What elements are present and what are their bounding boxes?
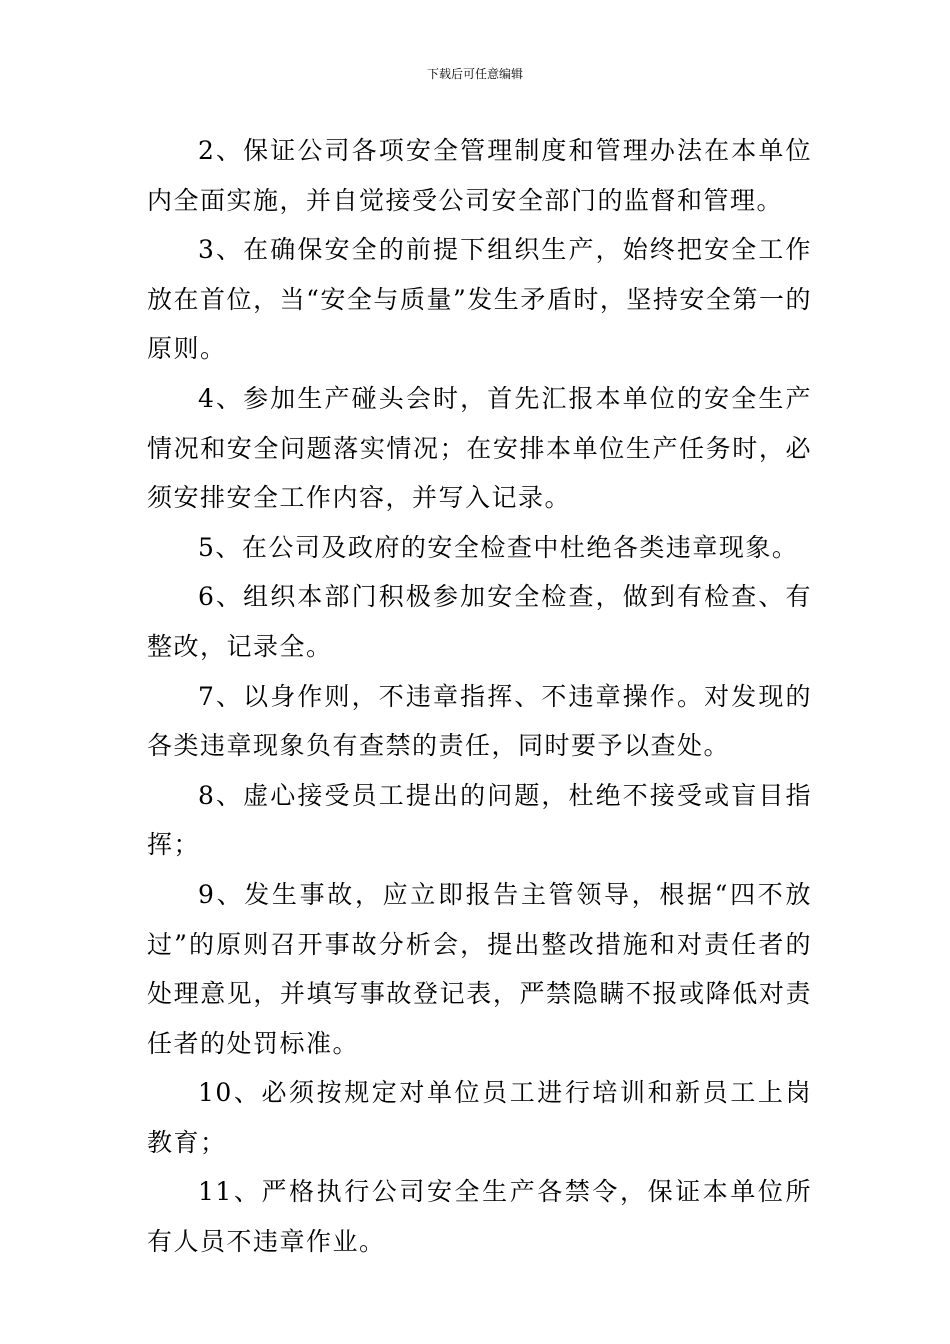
paragraph-item-6: 6、组织本部门积极参加安全检查，做到有检查、有整改，记录全。 bbox=[147, 582, 812, 661]
paragraph-item-5: 5、在公司及政府的安全检查中杜绝各类违章现象。 bbox=[198, 532, 799, 562]
paragraph-item-4: 4、参加生产碰头会时，首先汇报本单位的安全生产情况和安全问题落实情况；在安排本单位生产任务时，必须安排安全工作内容，并写入记录。 bbox=[147, 383, 812, 513]
page-header: 下载后可任意编辑 bbox=[426, 67, 523, 81]
paragraph-item-8: 8、虚心接受员工提出的问题，杜绝不接受或盲目指挥； bbox=[147, 780, 812, 860]
paragraph-item-9: 9、发生事故，应立即报告主管领导，根据“四不放过”的原则召开事故分析会，提出整改措施和对责任者的处理意见，并填写事故登记表，严禁隐瞒不报或降低对责任者的处罚标准。 bbox=[147, 879, 812, 1058]
paragraph-item-2: 2、保证公司各项安全管理制度和管理办法在本单位内全面实施，并自觉接受公司安全部门的监督和管理。 bbox=[147, 136, 812, 215]
paragraph-item-10: 10、必须按规定对单位员工进行培训和新员工上岗教育； bbox=[147, 1078, 812, 1157]
document-body bbox=[147, 126, 812, 1267]
paragraph-item-11: 11、严格执行公司安全生产各禁令，保证本单位所有人员不违章作业。 bbox=[147, 1177, 812, 1257]
paragraph-item-3: 3、在确保安全的前提下组织生产，始终把安全工作放在首位，当“安全与质量”发生矛盾时，坚持安全第一的原则。 bbox=[147, 235, 812, 364]
paragraph-item-7: 7、以身作则，不违章指挥、不违章操作。对发现的各类违章现象负有查禁的责任，同时要予以查处。 bbox=[147, 681, 812, 761]
